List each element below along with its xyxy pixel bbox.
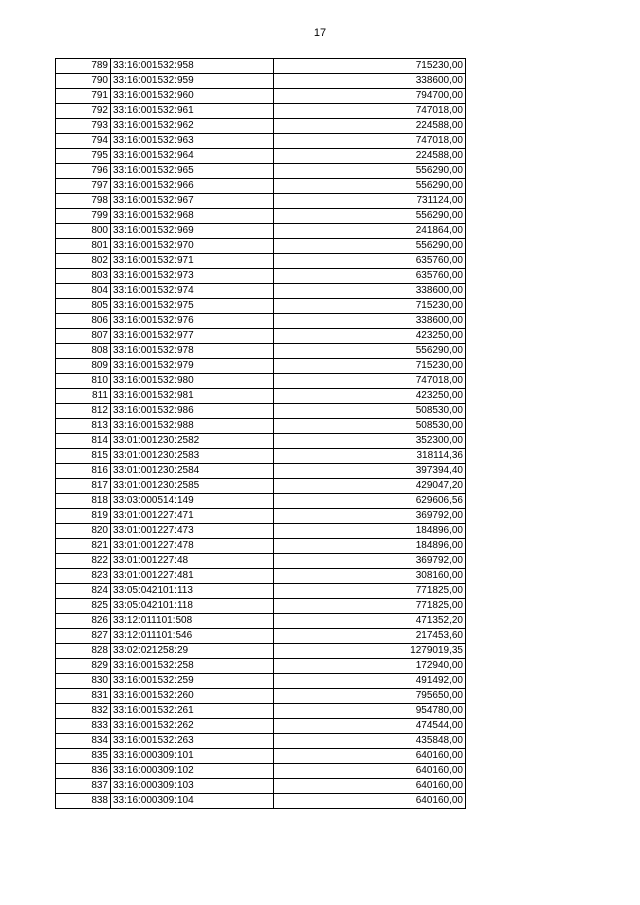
value-cell: 747018,00 <box>274 134 466 149</box>
table-row <box>56 674 466 689</box>
table-row <box>56 689 466 704</box>
row-number-cell: 810 <box>56 374 111 389</box>
value-cell: 715230,00 <box>274 299 466 314</box>
value-cell: 471352,20 <box>274 614 466 629</box>
row-number-cell: 833 <box>56 719 111 734</box>
row-number-cell: 811 <box>56 389 111 404</box>
table-row <box>56 644 466 659</box>
row-number-cell: 797 <box>56 179 111 194</box>
table-row <box>56 494 466 509</box>
table-row <box>56 419 466 434</box>
cadastral-number-cell: 33:01:001227:481 <box>111 569 274 584</box>
value-cell: 794700,00 <box>274 89 466 104</box>
value-cell: 352300,00 <box>274 434 466 449</box>
cadastral-number-cell: 33:16:001532:260 <box>111 689 274 704</box>
cadastral-number-cell: 33:16:000309:103 <box>111 779 274 794</box>
table-row <box>56 524 466 539</box>
value-cell: 491492,00 <box>274 674 466 689</box>
row-number-cell: 808 <box>56 344 111 359</box>
value-cell: 338600,00 <box>274 74 466 89</box>
cadastral-number-cell: 33:16:001532:962 <box>111 119 274 134</box>
cadastral-number-cell: 33:01:001230:2582 <box>111 434 274 449</box>
cadastral-number-cell: 33:16:001532:974 <box>111 284 274 299</box>
cadastral-number-cell: 33:16:001532:958 <box>111 59 274 74</box>
value-cell: 435848,00 <box>274 734 466 749</box>
value-cell: 318114,36 <box>274 449 466 464</box>
row-number-cell: 822 <box>56 554 111 569</box>
table-row <box>56 749 466 764</box>
value-cell: 224588,00 <box>274 119 466 134</box>
value-cell: 556290,00 <box>274 164 466 179</box>
value-cell: 715230,00 <box>274 59 466 74</box>
data-table <box>55 58 466 809</box>
cadastral-number-cell: 33:16:001532:261 <box>111 704 274 719</box>
row-number-cell: 792 <box>56 104 111 119</box>
row-number-cell: 804 <box>56 284 111 299</box>
table-row <box>56 734 466 749</box>
row-number-cell: 816 <box>56 464 111 479</box>
value-cell: 640160,00 <box>274 749 466 764</box>
value-cell: 508530,00 <box>274 404 466 419</box>
table-row <box>56 194 466 209</box>
row-number-cell: 825 <box>56 599 111 614</box>
row-number-cell: 802 <box>56 254 111 269</box>
row-number-cell: 823 <box>56 569 111 584</box>
cadastral-number-cell: 33:01:001227:478 <box>111 539 274 554</box>
row-number-cell: 835 <box>56 749 111 764</box>
table-row <box>56 329 466 344</box>
cadastral-number-cell: 33:16:001532:978 <box>111 344 274 359</box>
cadastral-number-cell: 33:12:011101:546 <box>111 629 274 644</box>
row-number-cell: 805 <box>56 299 111 314</box>
table-row <box>56 404 466 419</box>
row-number-cell: 793 <box>56 119 111 134</box>
table-row <box>56 209 466 224</box>
cadastral-number-cell: 33:16:001532:968 <box>111 209 274 224</box>
value-cell: 217453,60 <box>274 629 466 644</box>
cadastral-number-cell: 33:16:000309:101 <box>111 749 274 764</box>
table-row <box>56 239 466 254</box>
table-row <box>56 569 466 584</box>
cadastral-number-cell: 33:01:001227:473 <box>111 524 274 539</box>
value-cell: 771825,00 <box>274 599 466 614</box>
cadastral-number-cell: 33:16:001532:960 <box>111 89 274 104</box>
row-number-cell: 824 <box>56 584 111 599</box>
row-number-cell: 815 <box>56 449 111 464</box>
value-cell: 556290,00 <box>274 239 466 254</box>
cadastral-number-cell: 33:02:021258:29 <box>111 644 274 659</box>
value-cell: 795650,00 <box>274 689 466 704</box>
table-row <box>56 179 466 194</box>
cadastral-number-cell: 33:16:001532:971 <box>111 254 274 269</box>
table-row <box>56 374 466 389</box>
row-number-cell: 817 <box>56 479 111 494</box>
value-cell: 241864,00 <box>274 224 466 239</box>
value-cell: 556290,00 <box>274 179 466 194</box>
table-row <box>56 164 466 179</box>
row-number-cell: 795 <box>56 149 111 164</box>
table-row <box>56 584 466 599</box>
value-cell: 423250,00 <box>274 329 466 344</box>
value-cell: 423250,00 <box>274 389 466 404</box>
cadastral-number-cell: 33:16:001532:988 <box>111 419 274 434</box>
row-number-cell: 801 <box>56 239 111 254</box>
row-number-cell: 790 <box>56 74 111 89</box>
value-cell: 369792,00 <box>274 509 466 524</box>
table-row <box>56 659 466 674</box>
value-cell: 747018,00 <box>274 104 466 119</box>
table-row <box>56 464 466 479</box>
value-cell: 172940,00 <box>274 659 466 674</box>
table-row <box>56 389 466 404</box>
row-number-cell: 831 <box>56 689 111 704</box>
cadastral-number-cell: 33:12:011101:508 <box>111 614 274 629</box>
table-row <box>56 794 466 809</box>
cadastral-number-cell: 33:16:001532:258 <box>111 659 274 674</box>
value-cell: 635760,00 <box>274 269 466 284</box>
cadastral-number-cell: 33:16:001532:973 <box>111 269 274 284</box>
row-number-cell: 834 <box>56 734 111 749</box>
cadastral-number-cell: 33:16:001532:963 <box>111 134 274 149</box>
table-row <box>56 89 466 104</box>
value-cell: 338600,00 <box>274 314 466 329</box>
value-cell: 640160,00 <box>274 794 466 809</box>
cadastral-number-cell: 33:01:001227:471 <box>111 509 274 524</box>
table-row <box>56 599 466 614</box>
row-number-cell: 820 <box>56 524 111 539</box>
page-number: 17 <box>313 27 327 39</box>
cadastral-number-cell: 33:16:001532:970 <box>111 239 274 254</box>
cadastral-number-cell: 33:01:001230:2584 <box>111 464 274 479</box>
cadastral-number-cell: 33:01:001227:48 <box>111 554 274 569</box>
cadastral-number-cell: 33:01:001230:2585 <box>111 479 274 494</box>
row-number-cell: 821 <box>56 539 111 554</box>
table-row <box>56 479 466 494</box>
row-number-cell: 799 <box>56 209 111 224</box>
row-number-cell: 796 <box>56 164 111 179</box>
row-number-cell: 838 <box>56 794 111 809</box>
value-cell: 369792,00 <box>274 554 466 569</box>
cadastral-number-cell: 33:16:001532:976 <box>111 314 274 329</box>
table-row <box>56 539 466 554</box>
table-row <box>56 779 466 794</box>
value-cell: 640160,00 <box>274 764 466 779</box>
table-row <box>56 509 466 524</box>
table-row <box>56 134 466 149</box>
cadastral-number-cell: 33:16:001532:259 <box>111 674 274 689</box>
row-number-cell: 798 <box>56 194 111 209</box>
value-cell: 184896,00 <box>274 539 466 554</box>
cadastral-number-cell: 33:16:001532:969 <box>111 224 274 239</box>
cadastral-number-cell: 33:16:001532:262 <box>111 719 274 734</box>
row-number-cell: 800 <box>56 224 111 239</box>
table-row <box>56 104 466 119</box>
value-cell: 184896,00 <box>274 524 466 539</box>
value-cell: 556290,00 <box>274 344 466 359</box>
value-cell: 429047,20 <box>274 479 466 494</box>
row-number-cell: 836 <box>56 764 111 779</box>
row-number-cell: 828 <box>56 644 111 659</box>
row-number-cell: 829 <box>56 659 111 674</box>
table-row <box>56 314 466 329</box>
row-number-cell: 819 <box>56 509 111 524</box>
table-row <box>56 74 466 89</box>
cadastral-number-cell: 33:16:001532:965 <box>111 164 274 179</box>
value-cell: 397394,40 <box>274 464 466 479</box>
value-cell: 635760,00 <box>274 254 466 269</box>
row-number-cell: 791 <box>56 89 111 104</box>
table-row <box>56 704 466 719</box>
row-number-cell: 809 <box>56 359 111 374</box>
cadastral-number-cell: 33:16:001532:980 <box>111 374 274 389</box>
row-number-cell: 814 <box>56 434 111 449</box>
value-cell: 640160,00 <box>274 779 466 794</box>
table-row <box>56 119 466 134</box>
cadastral-number-cell: 33:16:000309:104 <box>111 794 274 809</box>
cadastral-number-cell: 33:16:000309:102 <box>111 764 274 779</box>
cadastral-number-cell: 33:16:001532:977 <box>111 329 274 344</box>
cadastral-number-cell: 33:16:001532:966 <box>111 179 274 194</box>
table-row <box>56 764 466 779</box>
value-cell: 556290,00 <box>274 209 466 224</box>
cadastral-number-cell: 33:03:000514:149 <box>111 494 274 509</box>
table-row <box>56 344 466 359</box>
cadastral-number-cell: 33:05:042101:118 <box>111 599 274 614</box>
cadastral-number-cell: 33:01:001230:2583 <box>111 449 274 464</box>
table-row <box>56 59 466 74</box>
cadastral-number-cell: 33:05:042101:113 <box>111 584 274 599</box>
cadastral-number-cell: 33:16:001532:979 <box>111 359 274 374</box>
row-number-cell: 803 <box>56 269 111 284</box>
value-cell: 1279019,35 <box>274 644 466 659</box>
table-row <box>56 629 466 644</box>
row-number-cell: 812 <box>56 404 111 419</box>
row-number-cell: 806 <box>56 314 111 329</box>
table-row <box>56 224 466 239</box>
table-row <box>56 719 466 734</box>
table-row <box>56 299 466 314</box>
cadastral-number-cell: 33:16:001532:263 <box>111 734 274 749</box>
table-row <box>56 434 466 449</box>
table-row <box>56 359 466 374</box>
table-row <box>56 284 466 299</box>
row-number-cell: 807 <box>56 329 111 344</box>
row-number-cell: 827 <box>56 629 111 644</box>
table-row <box>56 254 466 269</box>
cadastral-number-cell: 33:16:001532:964 <box>111 149 274 164</box>
cadastral-number-cell: 33:16:001532:959 <box>111 74 274 89</box>
value-cell: 474544,00 <box>274 719 466 734</box>
value-cell: 224588,00 <box>274 149 466 164</box>
table-row <box>56 269 466 284</box>
table-row <box>56 554 466 569</box>
value-cell: 771825,00 <box>274 584 466 599</box>
value-cell: 338600,00 <box>274 284 466 299</box>
cadastral-number-cell: 33:16:001532:981 <box>111 389 274 404</box>
row-number-cell: 832 <box>56 704 111 719</box>
row-number-cell: 818 <box>56 494 111 509</box>
value-cell: 747018,00 <box>274 374 466 389</box>
row-number-cell: 813 <box>56 419 111 434</box>
cadastral-number-cell: 33:16:001532:961 <box>111 104 274 119</box>
cadastral-number-cell: 33:16:001532:967 <box>111 194 274 209</box>
row-number-cell: 794 <box>56 134 111 149</box>
row-number-cell: 789 <box>56 59 111 74</box>
value-cell: 954780,00 <box>274 704 466 719</box>
value-cell: 308160,00 <box>274 569 466 584</box>
table-row <box>56 614 466 629</box>
value-cell: 715230,00 <box>274 359 466 374</box>
table-body <box>56 59 466 809</box>
value-cell: 629606,56 <box>274 494 466 509</box>
row-number-cell: 826 <box>56 614 111 629</box>
table-row <box>56 149 466 164</box>
table-row <box>56 449 466 464</box>
cadastral-number-cell: 33:16:001532:975 <box>111 299 274 314</box>
row-number-cell: 837 <box>56 779 111 794</box>
row-number-cell: 830 <box>56 674 111 689</box>
cadastral-number-cell: 33:16:001532:986 <box>111 404 274 419</box>
value-cell: 508530,00 <box>274 419 466 434</box>
value-cell: 731124,00 <box>274 194 466 209</box>
